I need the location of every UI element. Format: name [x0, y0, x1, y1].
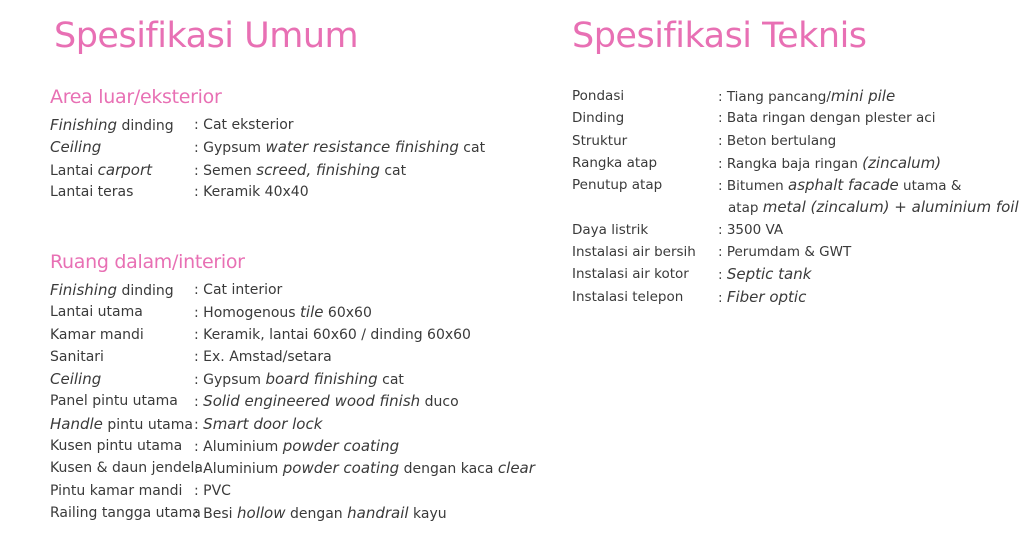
spec-row [572, 107, 1012, 129]
spec-row [50, 480, 530, 502]
italic-text: board finishing [265, 370, 378, 389]
spec-row [50, 159, 530, 181]
italic-text: mini pile [830, 87, 896, 105]
text: Lantai utama [50, 304, 143, 321]
spec-value [194, 159, 530, 181]
text: : 3500 VA [718, 221, 784, 238]
spec-label [50, 480, 194, 502]
spec-row [50, 136, 530, 158]
spec-list-eksterior [50, 114, 530, 203]
spec-value [718, 107, 1012, 129]
spec-value [718, 130, 1012, 152]
italic-text: powder coating [282, 459, 400, 478]
spec-label [572, 174, 718, 196]
text: dengan [285, 505, 348, 522]
spec-label [572, 286, 718, 308]
spec-label [572, 85, 718, 107]
spec-row [50, 390, 530, 412]
text: : Ex. Amstad/setara [194, 348, 332, 365]
spec-value [718, 241, 1012, 263]
section-eksterior [50, 86, 530, 203]
spec-label [572, 219, 718, 241]
text: kayu [408, 505, 447, 522]
text: Sanitari [50, 348, 104, 365]
italic-text: Finishing [50, 116, 117, 134]
spec-value [718, 219, 1012, 241]
spec-label [50, 279, 194, 301]
text: : Besi [194, 505, 238, 522]
text: : Cat eksterior [194, 117, 294, 133]
text: : Cat interior [194, 282, 283, 298]
spec-label [572, 130, 718, 152]
spec-row [50, 368, 530, 390]
text: Dinding [572, 110, 625, 127]
italic-text: screed, finishing [256, 160, 380, 179]
italic-text: tile [300, 303, 324, 322]
text: Kusen pintu utama [50, 438, 183, 455]
text: Kamar mandi [50, 326, 144, 343]
spec-value [718, 263, 1012, 285]
italic-text: metal (zincalum) + aluminium foil [762, 198, 1019, 217]
spec-row [50, 346, 530, 368]
spec-label [572, 241, 718, 263]
italic-text: water resistance finishing [265, 138, 459, 157]
text: Instalasi air kotor [572, 266, 689, 283]
spec-value [718, 174, 1012, 196]
spec-value [194, 457, 535, 479]
text: dinding [117, 283, 174, 299]
text: : Rangka baja ringan [718, 155, 863, 172]
section-interior [50, 251, 535, 524]
spec-row [572, 219, 1012, 241]
spec-row [50, 324, 530, 346]
italic-text: Septic tank [726, 265, 812, 284]
italic-text: Ceiling [50, 138, 102, 157]
italic-text: (zincalum) [862, 153, 942, 172]
spec-row [572, 286, 1012, 308]
italic-text: Smart door lock [203, 414, 323, 433]
spec-label [50, 324, 194, 346]
spec-value [194, 368, 530, 390]
spec-label [50, 435, 194, 457]
text: : [718, 289, 727, 306]
text: : Perumdam & GWT [718, 244, 852, 261]
italic-text: Ceiling [50, 370, 102, 389]
spec-value [194, 181, 530, 203]
spec-value [194, 279, 530, 301]
text: : Gypsum [194, 140, 266, 157]
spec-value [194, 114, 530, 136]
spec-value [718, 152, 1012, 174]
text: Lantai teras [50, 183, 134, 200]
spec-value [718, 286, 1012, 308]
text: : Semen [194, 162, 257, 179]
text: : Homogenous [194, 305, 301, 322]
spec-list-teknis [572, 85, 1019, 308]
text: Lantai [50, 162, 98, 179]
section-title-interior: Ruang dalam/interior [50, 251, 245, 273]
text: : Bata ringan dengan plester aci [718, 110, 936, 127]
text: : [194, 416, 204, 433]
spec-label [50, 502, 201, 524]
italic-text: asphalt facade [788, 176, 899, 195]
spec-value [718, 85, 1012, 107]
italic-text: clear [497, 459, 535, 478]
spec-row [50, 181, 530, 203]
text: pintu utama [102, 416, 193, 433]
spec-row [50, 301, 530, 323]
spec-list-interior [50, 279, 535, 524]
text: : Keramik, lantai 60x60 / dinding 60x60 [194, 326, 471, 343]
spec-label [50, 346, 194, 368]
spec-row [50, 114, 530, 136]
spec-value [194, 390, 530, 412]
text: cat [377, 372, 404, 389]
text: : Bitumen [718, 178, 789, 195]
spec-label [50, 457, 203, 479]
spec-label [50, 136, 194, 158]
text: : Gypsum [194, 372, 266, 389]
text: dinding [117, 118, 174, 134]
spec-value [194, 480, 530, 502]
section-title-eksterior: Area luar/eksterior [50, 86, 222, 108]
italic-text: Solid engineered wood finish [203, 392, 421, 411]
spec-value [194, 435, 530, 457]
spec-row [50, 435, 530, 457]
spec-row [572, 196, 1019, 218]
spec-row [50, 279, 530, 301]
italic-text: Fiber optic [726, 287, 807, 306]
text: : Aluminium [194, 439, 283, 456]
text: Rangka atap [572, 154, 658, 171]
spec-row [50, 457, 535, 479]
text: utama & [898, 178, 962, 195]
text: : Aluminium [194, 461, 283, 478]
text: Kusen & daun jendela [50, 460, 203, 477]
italic-text: carport [97, 160, 153, 179]
text: Penutup atap [572, 177, 663, 194]
spec-label [572, 107, 718, 129]
text: : [194, 394, 204, 411]
text: dengan kaca [399, 461, 498, 478]
spec-row [572, 174, 1012, 196]
spec-label [50, 114, 194, 136]
text: Railing tangga utama [50, 504, 201, 521]
spec-label [572, 152, 718, 174]
italic-text: Handle [50, 414, 103, 433]
spesifikasi-umum-title: Spesifikasi Umum [54, 16, 359, 56]
spec-row [572, 263, 1012, 285]
spec-row [572, 130, 1012, 152]
text: Panel pintu utama [50, 393, 178, 410]
italic-text: powder coating [282, 437, 400, 456]
spec-row [572, 152, 1012, 174]
spec-row [572, 241, 1012, 263]
text: : [718, 267, 727, 284]
text: : Tiang pancang/ [718, 89, 831, 105]
text: cat [458, 140, 486, 157]
spec-label [572, 263, 718, 285]
spec-value [194, 136, 530, 158]
text: : Keramik 40x40 [194, 183, 309, 200]
spec-label [50, 390, 194, 412]
text: Pondasi [572, 88, 625, 104]
text: Pintu kamar mandi [50, 482, 183, 499]
italic-text: Finishing [50, 281, 117, 299]
spec-label [50, 181, 194, 203]
spec-value [194, 413, 530, 435]
spec-row [572, 85, 1012, 107]
italic-text: handrail [347, 503, 409, 522]
text: duco [420, 394, 459, 411]
spec-label [50, 413, 194, 435]
spec-value [194, 502, 530, 524]
text: : Beton bertulang [718, 132, 837, 149]
spesifikasi-teknis-title: Spesifikasi Teknis [572, 16, 867, 56]
text: Daya listrik [572, 221, 649, 238]
spec-row [50, 413, 530, 435]
text: : PVC [194, 482, 231, 499]
italic-text: hollow [237, 503, 286, 522]
text: 60x60 [323, 305, 372, 322]
text: cat [379, 162, 407, 179]
spec-label [50, 159, 194, 181]
text: Instalasi telepon [572, 288, 684, 305]
spec-value [194, 346, 530, 368]
spec-value [718, 196, 1019, 218]
text: atap [728, 200, 763, 217]
spec-label [50, 301, 194, 323]
text: Instalasi air bersih [572, 244, 696, 261]
spec-label [572, 196, 718, 218]
spec-value [194, 324, 530, 346]
text: Struktur [572, 132, 628, 149]
spec-value [194, 301, 530, 323]
spec-row [50, 502, 530, 524]
spec-label [50, 368, 194, 390]
